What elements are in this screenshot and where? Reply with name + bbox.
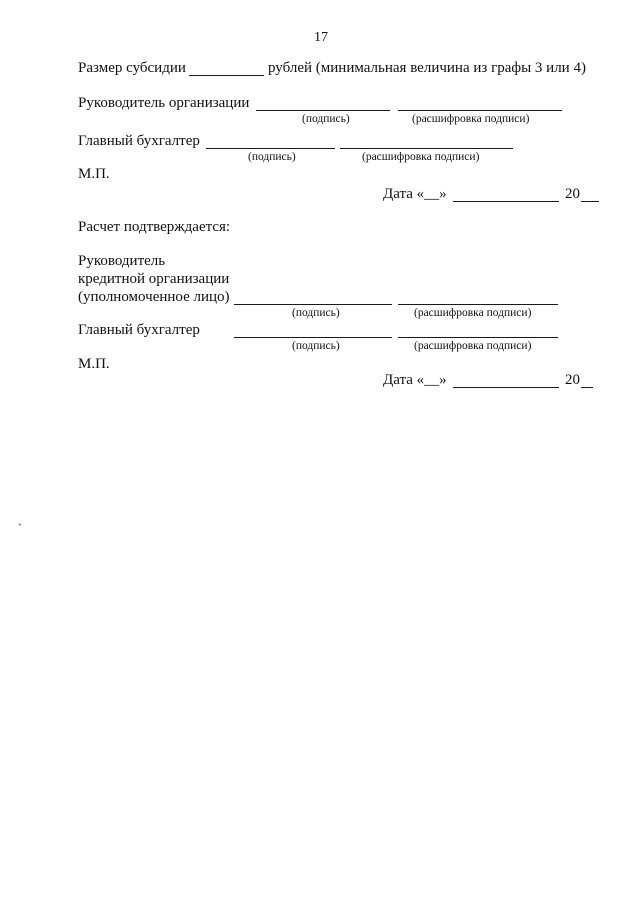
- chief-accountant-2-decoding-caption: (расшифровка подписи): [414, 340, 532, 352]
- chief-accountant-2-decoding-line[interactable]: [398, 337, 558, 338]
- org-head-label: Руководитель организации: [78, 95, 250, 111]
- credit-head-label-line3: (уполномоченное лицо): [78, 289, 230, 305]
- chief-accountant-2-signature-line[interactable]: [234, 337, 392, 338]
- credit-head-label-line2: кредитной организации: [78, 271, 230, 287]
- subsidy-suffix: рублей (минимальная величина из графы 3 или 4): [268, 60, 586, 76]
- chief-accountant-1-label: Главный бухгалтер: [78, 133, 200, 149]
- date-2-year: 20: [565, 372, 580, 388]
- date-2-day-blank[interactable]: __: [424, 372, 440, 388]
- chief-accountant-2-label: Главный бухгалтер: [78, 322, 200, 338]
- date-2-close: »: [439, 372, 447, 388]
- credit-head-signature-caption: (подпись): [292, 307, 340, 319]
- date-2-month-line[interactable]: [453, 387, 559, 388]
- seal-place-2: М.П.: [78, 356, 110, 372]
- stray-scan-mark: `: [18, 521, 22, 535]
- org-head-signature-caption: (подпись): [302, 113, 350, 125]
- chief-accountant-1-signature-line[interactable]: [206, 148, 335, 149]
- org-head-signature-line[interactable]: [256, 110, 390, 111]
- seal-place-1: М.П.: [78, 166, 110, 182]
- credit-head-label-line1: Руководитель: [78, 253, 166, 269]
- date-2: [383, 373, 447, 388]
- chief-accountant-2-signature-caption: (подпись): [292, 340, 340, 352]
- date-1-day-blank[interactable]: __: [424, 186, 440, 202]
- page-number: 17: [314, 30, 328, 45]
- chief-accountant-1-decoding-line[interactable]: [340, 148, 513, 149]
- subsidy-label: Размер субсидии: [78, 60, 186, 76]
- subsidy-amount-line[interactable]: [189, 75, 264, 76]
- date-1-prefix: Дата «: [383, 186, 425, 202]
- org-head-decoding-line[interactable]: [398, 110, 562, 111]
- credit-head-signature-line[interactable]: [234, 304, 392, 305]
- date-1-month-line[interactable]: [453, 201, 559, 202]
- confirmation-heading: Расчет подтверждается:: [78, 219, 231, 235]
- date-1: [383, 187, 447, 202]
- date-2-prefix: Дата «: [383, 372, 425, 388]
- credit-head-decoding-caption: (расшифровка подписи): [414, 307, 532, 319]
- chief-accountant-1-decoding-caption: (расшифровка подписи): [362, 151, 480, 163]
- chief-accountant-1-signature-caption: (подпись): [248, 151, 296, 163]
- org-head-decoding-caption: (расшифровка подписи): [412, 113, 530, 125]
- credit-head-decoding-line[interactable]: [398, 304, 558, 305]
- date-1-year: 20: [565, 186, 580, 202]
- date-1-close: »: [439, 186, 447, 202]
- date-1-year-line[interactable]: [581, 201, 599, 202]
- date-2-year-line[interactable]: [581, 387, 593, 388]
